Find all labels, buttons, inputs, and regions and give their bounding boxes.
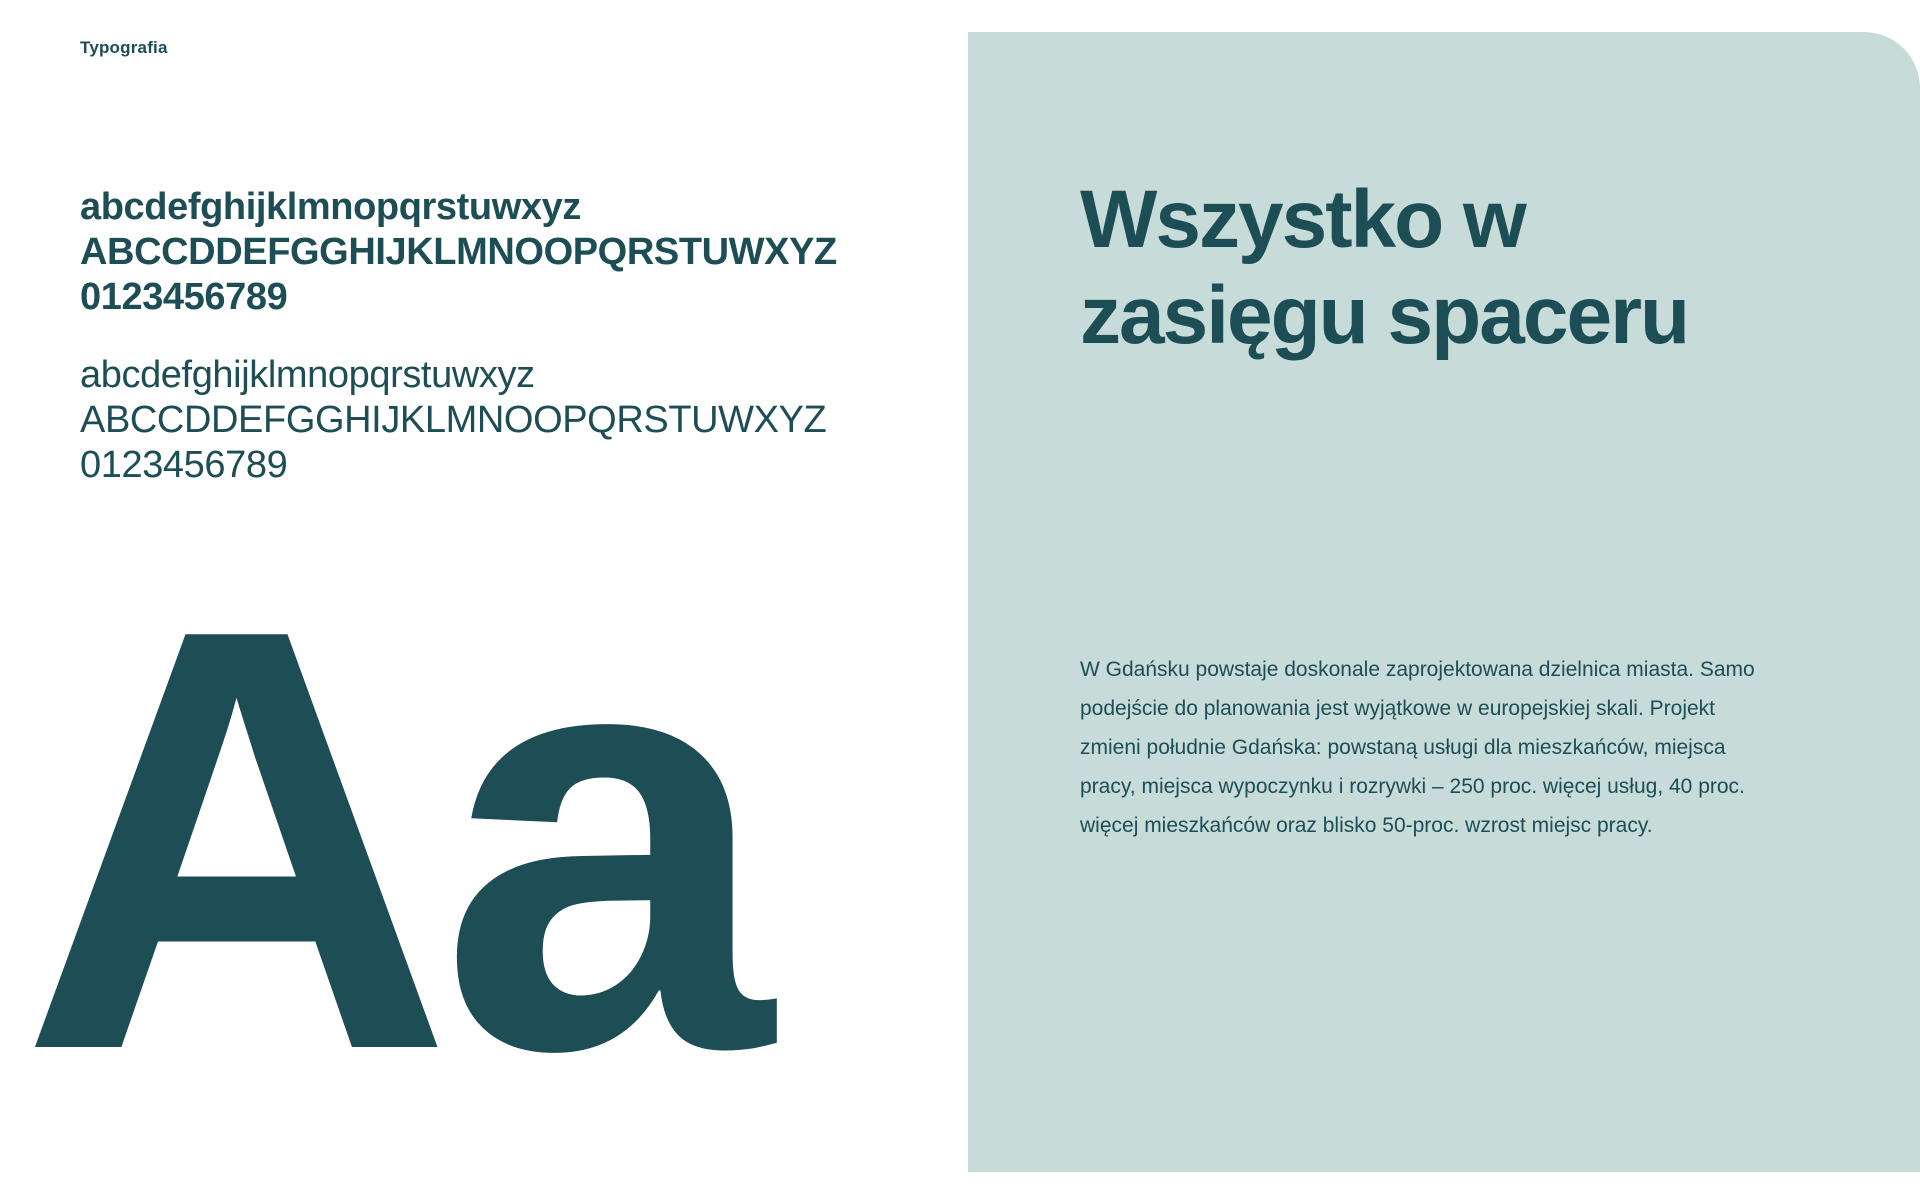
sample-layout-panel (968, 32, 1920, 1172)
panel-body-text: W Gdańsku powstaje doskonale zaprojektowana dzielnica miasta. Samo podejście do planowania jest wyjątkowe w europejskiej skali. Projekt zmieni południe Gdańska: powstaną usługi dla mieszkańców, miejsca pracy, miejsca wypoczynku i rozrywki – 250 proc. więcej usług, 40 proc. więcej mieszkańców oraz blisko 50-proc. wzrost miejsc pracy. (1080, 658, 1755, 837)
specimen-regular-lowercase: abcdefghijklmnopqrstuwxyz (80, 354, 535, 396)
specimen-bold-uppercase: ABCCDDEFGGHIJKLMNOOPQRSTUWXYZ (80, 231, 837, 273)
page-title: Typografia (80, 38, 168, 57)
display-glyphs-aa: Aa (20, 505, 759, 1175)
specimen-bold-digits: 0123456789 (80, 276, 288, 318)
specimen-regular (80, 353, 900, 488)
specimen-bold (80, 185, 900, 320)
specimen-regular-digits: 0123456789 (80, 444, 288, 486)
panel-heading: Wszystko w zasięgu spaceru (1080, 174, 1689, 361)
specimen-bold-lowercase: abcdefghijklmnopqrstuwxyz (80, 186, 581, 228)
specimen-regular-uppercase: ABCCDDEFGGHIJKLMNOOPQRSTUWXYZ (80, 399, 827, 441)
